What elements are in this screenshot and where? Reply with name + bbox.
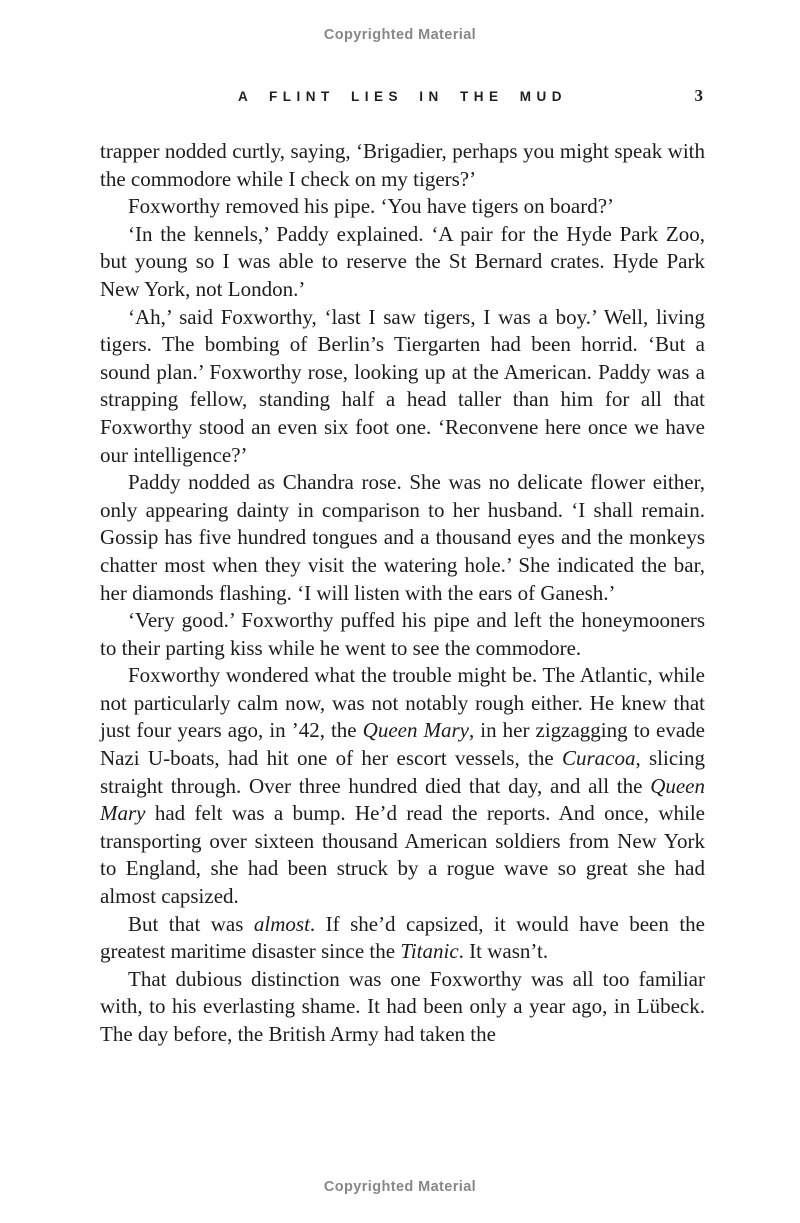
- paragraph: But that was almost. If she’d capsized, it would have been the greatest maritime disaster since the Titanic. It wasn’t.: [100, 911, 705, 964]
- paragraph: trapper nodded curtly, saying, ‘Brigadier, perhaps you might speak with the commodore while I check on my tigers?’: [100, 139, 705, 191]
- copyright-notice-top: Copyrighted Material: [323, 27, 477, 43]
- paragraph: ‘In the kennels,’ Paddy explained. ‘A pair for the Hyde Park Zoo, but young so I was able to reserve the St Bernard crates. Hyde Park New York, not London.’: [100, 221, 705, 301]
- chapter-title: A FLINT LIES IN THE MUD: [238, 89, 567, 104]
- paragraph: Foxworthy removed his pipe. ‘You have tigers on board?’: [128, 194, 615, 219]
- paragraph: Foxworthy wondered what the trouble might be. The Atlantic, while not particularly calm now, was not notably rough either. He knew that just four years ago, in ’42, the Queen Mary, in her zigzagging to evade Nazi U-boats, had hit one of her escort vessels, the Curacoa, slicing straight through. Over three hundred died that day, and all the Queen Mary had felt was a bump. He’d read the reports. And once, while transporting over sixteen thousand American soldiers from New York to England, she had been struck by a rogue wave so great she had almost capsized.: [100, 663, 705, 909]
- paragraph: ‘Ah,’ said Foxworthy, ‘last I saw tigers, I was a boy.’ Well, living tigers. The bombing of Berlin’s Tiergarten had been horrid. ‘But a sound plan.’ Foxworthy rose, looking up at the American. Paddy was a strapping fellow, standing half a head taller than him for all that Foxworthy stood an even six foot one. ‘Reconvene here once we have our intelligence?’: [100, 304, 705, 467]
- page-number: 3: [694, 86, 703, 105]
- body-text: [100, 138, 705, 1049]
- paragraph: ‘Very good.’ Foxworthy puffed his pipe and left the honeymooners to their parting kiss while he went to see the commodore.: [100, 608, 705, 660]
- copyright-notice-bottom: Copyrighted Material: [323, 1179, 477, 1195]
- paragraph: Paddy nodded as Chandra rose. She was no delicate flower either, only appearing dainty in comparison to her husband. ‘I shall remain. Gossip has five hundred tongues and a thousand eyes and the monkeys chatter most when they visit the watering hole.’ She indicated the bar, her diamonds flashing. ‘I will listen with the ears of Ganesh.’: [100, 470, 705, 605]
- paragraph: That dubious distinction was one Foxworthy was all too familiar with, to his everlasting shame. It had been only a year ago, in Lübeck. The day before, the British Army had taken the: [100, 966, 705, 1046]
- running-header: [100, 88, 705, 106]
